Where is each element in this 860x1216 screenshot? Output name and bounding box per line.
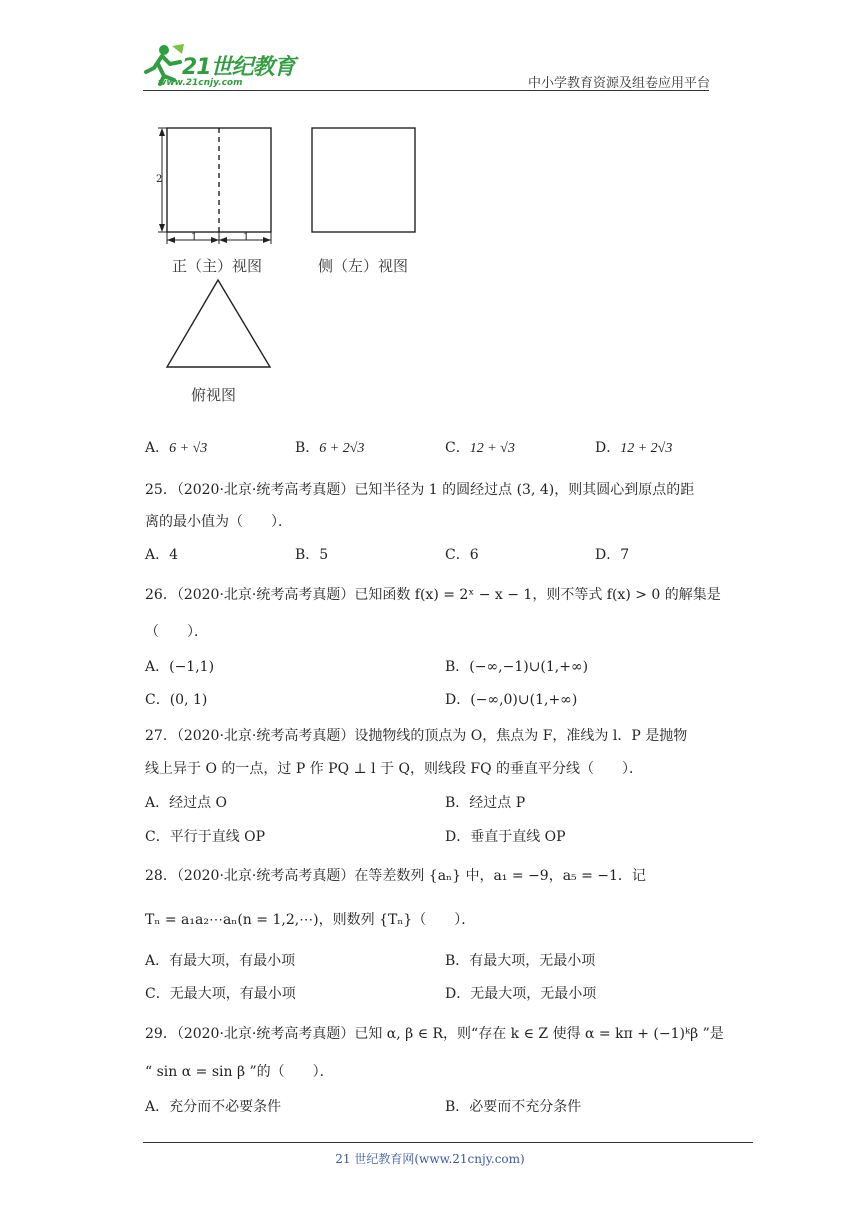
dim-width-right-label: 1	[243, 232, 250, 243]
top-view-label: 俯视图	[191, 386, 237, 404]
q24-option-a[interactable]: A．6 + √3	[145, 440, 208, 456]
q27-option-d[interactable]: D．垂直于直线 OP	[445, 829, 566, 845]
q28-stem-line1: 28．（2020·北京·统考高考真题）在等差数列 {aₙ} 中，a₁ = −9，a₅ = −1．记	[145, 868, 646, 884]
footer-link[interactable]: 21 世纪教育网(www.21cnjy.com)	[335, 1152, 525, 1166]
q25-option-b[interactable]: B．5	[295, 547, 329, 563]
dim-height-label: 2	[156, 174, 163, 185]
logo-url: www.21cnjy.com	[158, 78, 243, 88]
front-view-label: 正（主）视图	[172, 257, 263, 275]
q26-option-a[interactable]: A．(−1,1)	[145, 659, 215, 675]
side-view-rect	[312, 128, 415, 232]
q26-stem-line1: 26．（2020·北京·统考高考真题）已知函数 f(x) = 2ˣ − x − 1，则不等式 f(x) > 0 的解集是	[145, 587, 721, 603]
footer-divider	[143, 1142, 753, 1143]
q27-option-a[interactable]: A．经过点 O	[145, 795, 228, 811]
q26-option-d[interactable]: D．(−∞,0)∪(1,+∞)	[445, 692, 578, 708]
q29-option-a[interactable]: A．充分而不必要条件	[145, 1099, 282, 1115]
q25-option-d[interactable]: D．7	[595, 547, 630, 563]
q25-stem-line2: 离的最小值为（ ）．	[145, 514, 292, 530]
top-view-triangle	[167, 280, 270, 367]
q24-option-c[interactable]: C．12 + √3	[445, 440, 515, 456]
q27-stem-line1: 27．（2020·北京·统考高考真题）设抛物线的顶点为 O，焦点为 F，准线为 l．P 是抛物	[145, 728, 688, 744]
q29-option-b[interactable]: B．必要而不充分条件	[445, 1099, 582, 1115]
q26-stem-line2: （ ）．	[145, 624, 208, 640]
q28-option-a[interactable]: A．有最大项，有最小项	[145, 953, 296, 969]
q26-option-c[interactable]: C．(0, 1)	[145, 692, 208, 708]
header-platform-text: 中小学教育资源及组卷应用平台	[528, 76, 711, 91]
q26-option-b[interactable]: B．(−∞,−1)∪(1,+∞)	[445, 659, 589, 675]
q25-option-a[interactable]: A．4	[145, 547, 179, 563]
q25-option-c[interactable]: C．6	[445, 547, 479, 563]
q28-option-b[interactable]: B．有最大项，无最小项	[445, 953, 596, 969]
logo-text: 21世纪教育	[182, 55, 295, 80]
three-view-figure	[140, 120, 430, 370]
side-view-label: 侧（左）视图	[318, 257, 409, 275]
header-logo	[142, 40, 322, 90]
q29-stem-line1: 29．（2020·北京·统考高考真题）已知 α, β ∈ R，则“存在 k ∈ Z 使得 α = kπ + (−1)ᵏβ ”是	[145, 1026, 724, 1042]
q29-stem-line2: “ sin α = sin β ”的（ ）．	[145, 1064, 334, 1080]
q28-option-c[interactable]: C．无最大项，有最小项	[145, 986, 296, 1002]
q28-stem-line2: Tₙ = a₁a₂⋯aₙ(n = 1,2,⋯)，则数列 {Tₙ}（ ）．	[145, 912, 476, 928]
q27-option-b[interactable]: B．经过点 P	[445, 795, 526, 811]
q27-option-c[interactable]: C．平行于直线 OP	[145, 829, 266, 845]
dim-width-left-label: 1	[191, 232, 198, 243]
front-view-rect	[167, 128, 271, 232]
q28-option-d[interactable]: D．无最大项，无最小项	[445, 986, 597, 1002]
q24-option-b[interactable]: B．6 + 2√3	[295, 440, 365, 456]
header-divider	[143, 90, 709, 91]
q27-stem-line2: 线上异于 O 的一点，过 P 作 PQ ⊥ l 于 Q，则线段 FQ 的垂直平分线（ ）．	[145, 761, 644, 777]
q25-stem-line1: 25．（2020·北京·统考高考真题）已知半径为 1 的圆经过点 (3, 4)，则其圆心到原点的距	[145, 482, 695, 498]
q24-option-d[interactable]: D．12 + 2√3	[595, 440, 673, 456]
